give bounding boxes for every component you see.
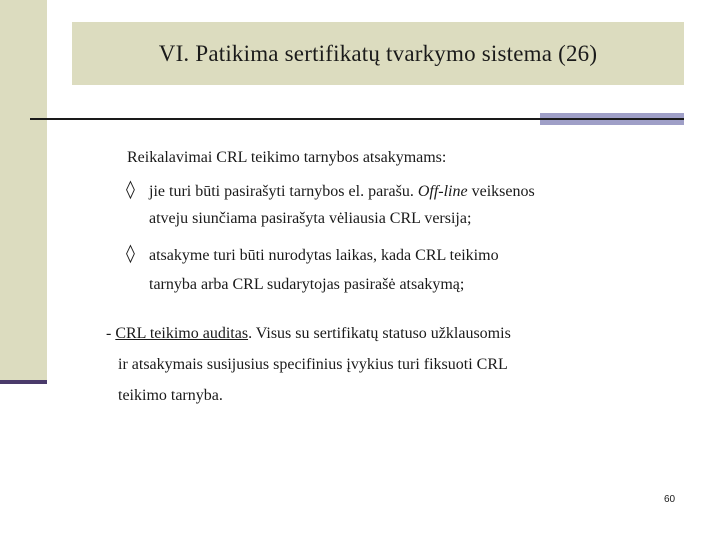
bullet1-line2: atveju siunčiama pasirašyta vėliausia CRL versija;: [149, 210, 472, 227]
bullet1-line1: [149, 182, 535, 202]
diamond-bullet-icon: ◊: [126, 243, 135, 264]
slide-title: VI. Patikima sertifikatų tvarkymo sistema (26): [158, 40, 598, 66]
audit-line2: ir atsakymais susijusius specifinius įvykius turi fiksuoti CRL: [118, 356, 508, 373]
bullet1-text-end: veiksenos: [467, 183, 535, 200]
audit-heading: CRL teikimo auditas: [115, 325, 249, 342]
audit-line3: teikimo tarnyba.: [118, 387, 223, 404]
audit-line1: [106, 324, 511, 344]
audit-text: . Visus su sertifikatų statuso užklausomis: [248, 325, 511, 342]
page-number: 60: [664, 494, 676, 505]
bullet1-text: jie turi būti pasirašyti tarnybos el. parašu.: [149, 183, 418, 200]
bullet2-line1: atsakyme turi būti nurodytas laikas, kada CRL teikimo: [149, 247, 499, 264]
dash-prefix: -: [106, 325, 116, 342]
bullet1-italic: Off-line: [417, 183, 468, 200]
intro-text: Reikalavimai CRL teikimo tarnybos atsakymams:: [127, 149, 447, 166]
diamond-bullet-icon: ◊: [126, 179, 135, 200]
bullet2-line2: tarnyba arba CRL sudarytojas pasirašė atsakymą;: [149, 276, 465, 293]
